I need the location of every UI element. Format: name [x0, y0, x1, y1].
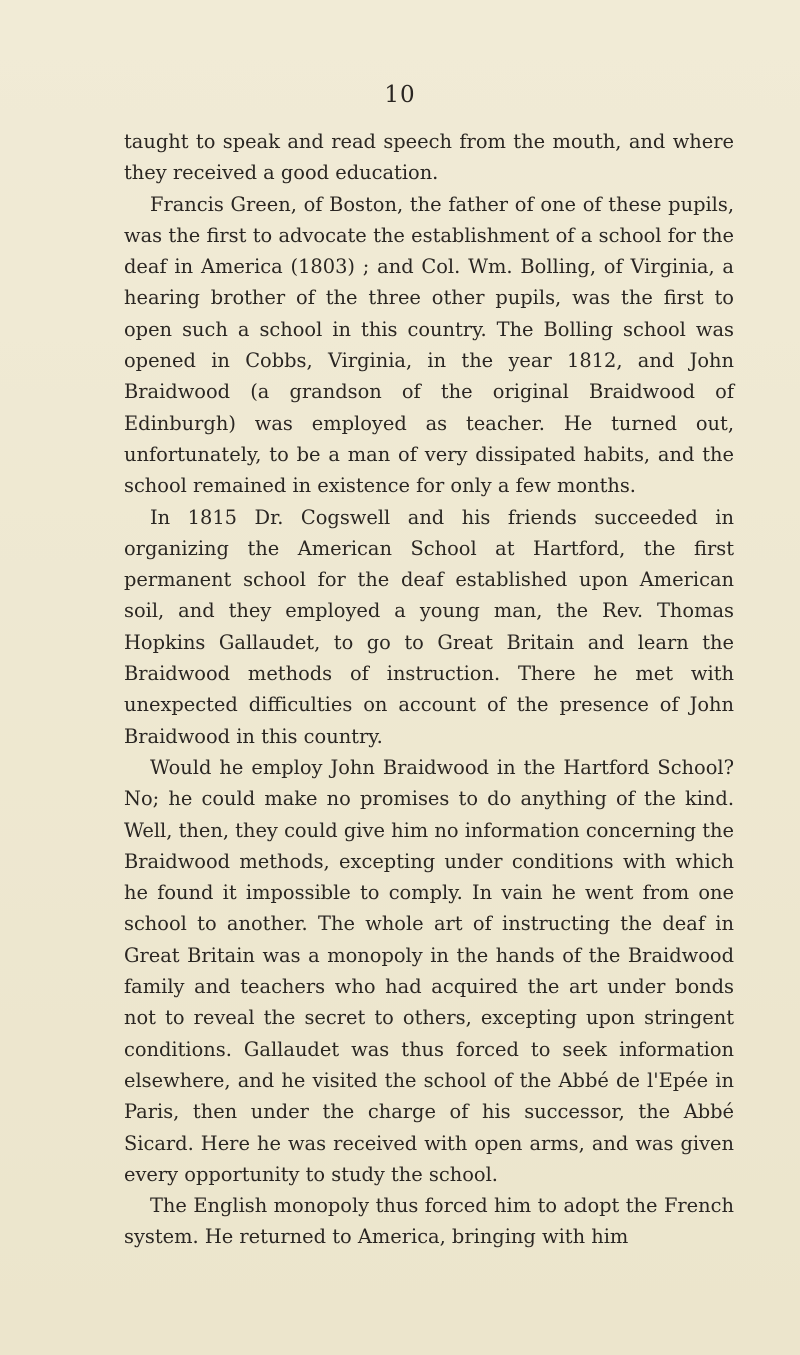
paragraph-francis-green: Francis Green, of Boston, the father of one of these pupils, was the first to advocate the establishment of a school for the deaf in America (1803) ; and Col. Wm. Bolling, of Virginia, a hearing brother of the three other pupils, was the first to open such a school in this country. The Bolling school was opened in Cobbs, Virginia, in the year 1812, and John Braidwood (a grandson of the original Braidwood of Edinburgh) was employed as teacher. He turned out, unfortunately, to be a man of very dissipated habits, and the school remained in existence for only a few months.	[124, 192, 734, 498]
paragraph-american-school: In 1815 Dr. Cogswell and his friends succeeded in organizing the American School at Hartford, the first permanent school for the deaf established upon American soil, and they employed a young man, the Rev. Thomas Hopkins Gallaudet, to go to Great Britain and learn the Braidwood methods of instruction. There he met with unexpected difficulties on account of the presence of John Braidwood in this country.	[124, 505, 734, 748]
paragraph-continuation: taught to speak and read speech from the mouth, and where they received a good education.	[124, 130, 734, 185]
paragraph-french-system: The English monopoly thus forced him to adopt the French system. He returned to America, bringing with him	[124, 1194, 734, 1249]
body-text	[124, 126, 734, 1253]
paragraph-braidwood-question: Would he employ John Braidwood in the Hartford School? No; he could make no promises to do anything of the kind. Well, then, they could give him no information concerning the Braidwood methods, excepting under conditions with which he found it impossible to comply. In vain he went from one school to another. The whole art of instructing the deaf in Great Britain was a monopoly in the hands of the Braidwood family and teachers who had acquired the art under bonds not to reveal the secret to others, excepting upon stringent conditions. Gallaudet was thus forced to seek information elsewhere, and he visited the school of the Abbé de l'Epée in Paris, then under the charge of his successor, the Abbé Sicard. Here he was received with open arms, and was given every opportunity to study the school.	[124, 755, 734, 1186]
page-number: 10	[384, 82, 416, 108]
